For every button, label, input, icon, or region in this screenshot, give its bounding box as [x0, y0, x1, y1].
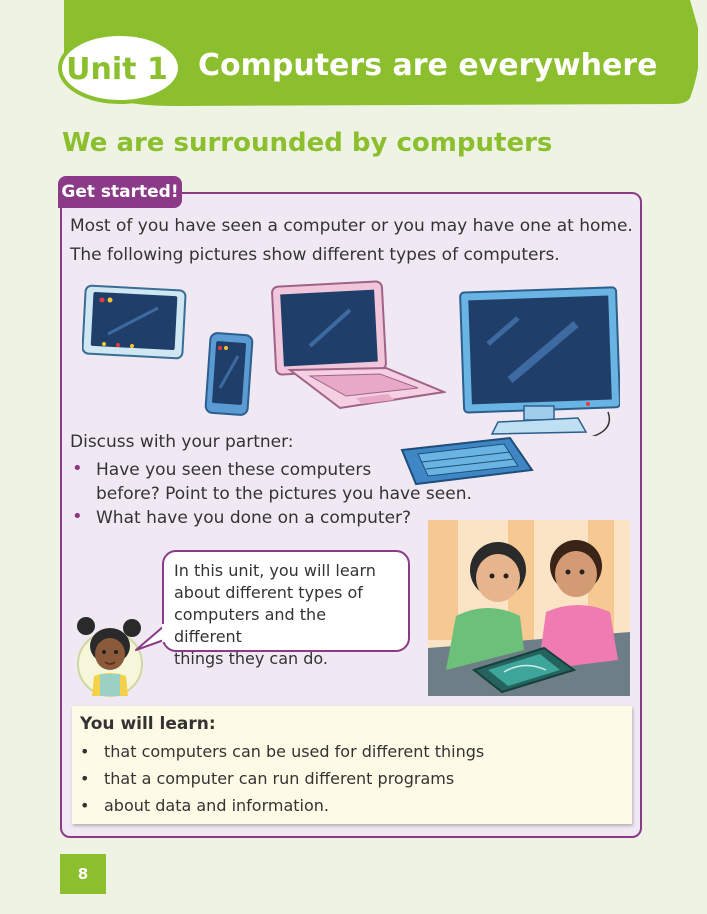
desktop-monitor-illustration	[458, 284, 620, 440]
learning-objectives-title: You will learn:	[80, 714, 216, 734]
bullet-dot: •	[80, 742, 90, 761]
speech-bubble-tail	[134, 620, 166, 658]
get-started-tag: Get started!	[58, 176, 182, 208]
unit-number: Unit 1	[66, 51, 168, 87]
learning-objective-1-text: that computers can be used for different things	[104, 742, 485, 761]
bullet-dot: •	[72, 506, 83, 527]
laptop-illustration	[270, 280, 446, 416]
bullet-dot: •	[72, 458, 83, 479]
learning-objectives-box	[72, 706, 632, 824]
speech-bubble	[162, 550, 410, 668]
children-tablet-illustration	[428, 520, 630, 700]
learning-objective-3-text: about data and information.	[104, 796, 329, 815]
bullet-dot: •	[80, 796, 90, 815]
speech-line-1: In this unit, you will learn	[174, 561, 376, 580]
intro-line-1: Most of you have seen a computer or you may have one at home.	[70, 216, 633, 236]
speech-line-4: things they can do.	[174, 649, 328, 668]
discuss-bullet-2-text: What have you done on a computer?	[96, 508, 412, 528]
tablet-illustration	[82, 282, 188, 364]
unit-title: Computers are everywhere	[198, 48, 658, 83]
page-number: 8	[60, 854, 106, 894]
bullet-dot: •	[80, 769, 90, 788]
section-heading: We are surrounded by computers	[62, 128, 553, 158]
intro-line-2: The following pictures show different types of computers.	[70, 245, 560, 265]
smartphone-illustration	[204, 332, 256, 420]
speech-line-3: computers and the different	[174, 605, 327, 646]
discuss-intro: Discuss with your partner:	[70, 432, 294, 452]
speech-line-2: about different types of	[174, 583, 363, 602]
discuss-bullet-1-line-2: before? Point to the pictures you have seen.	[96, 484, 472, 504]
discuss-bullet-1-line-1: Have you seen these computers	[96, 460, 372, 480]
learning-objective-2-text: that a computer can run different programs	[104, 769, 455, 788]
